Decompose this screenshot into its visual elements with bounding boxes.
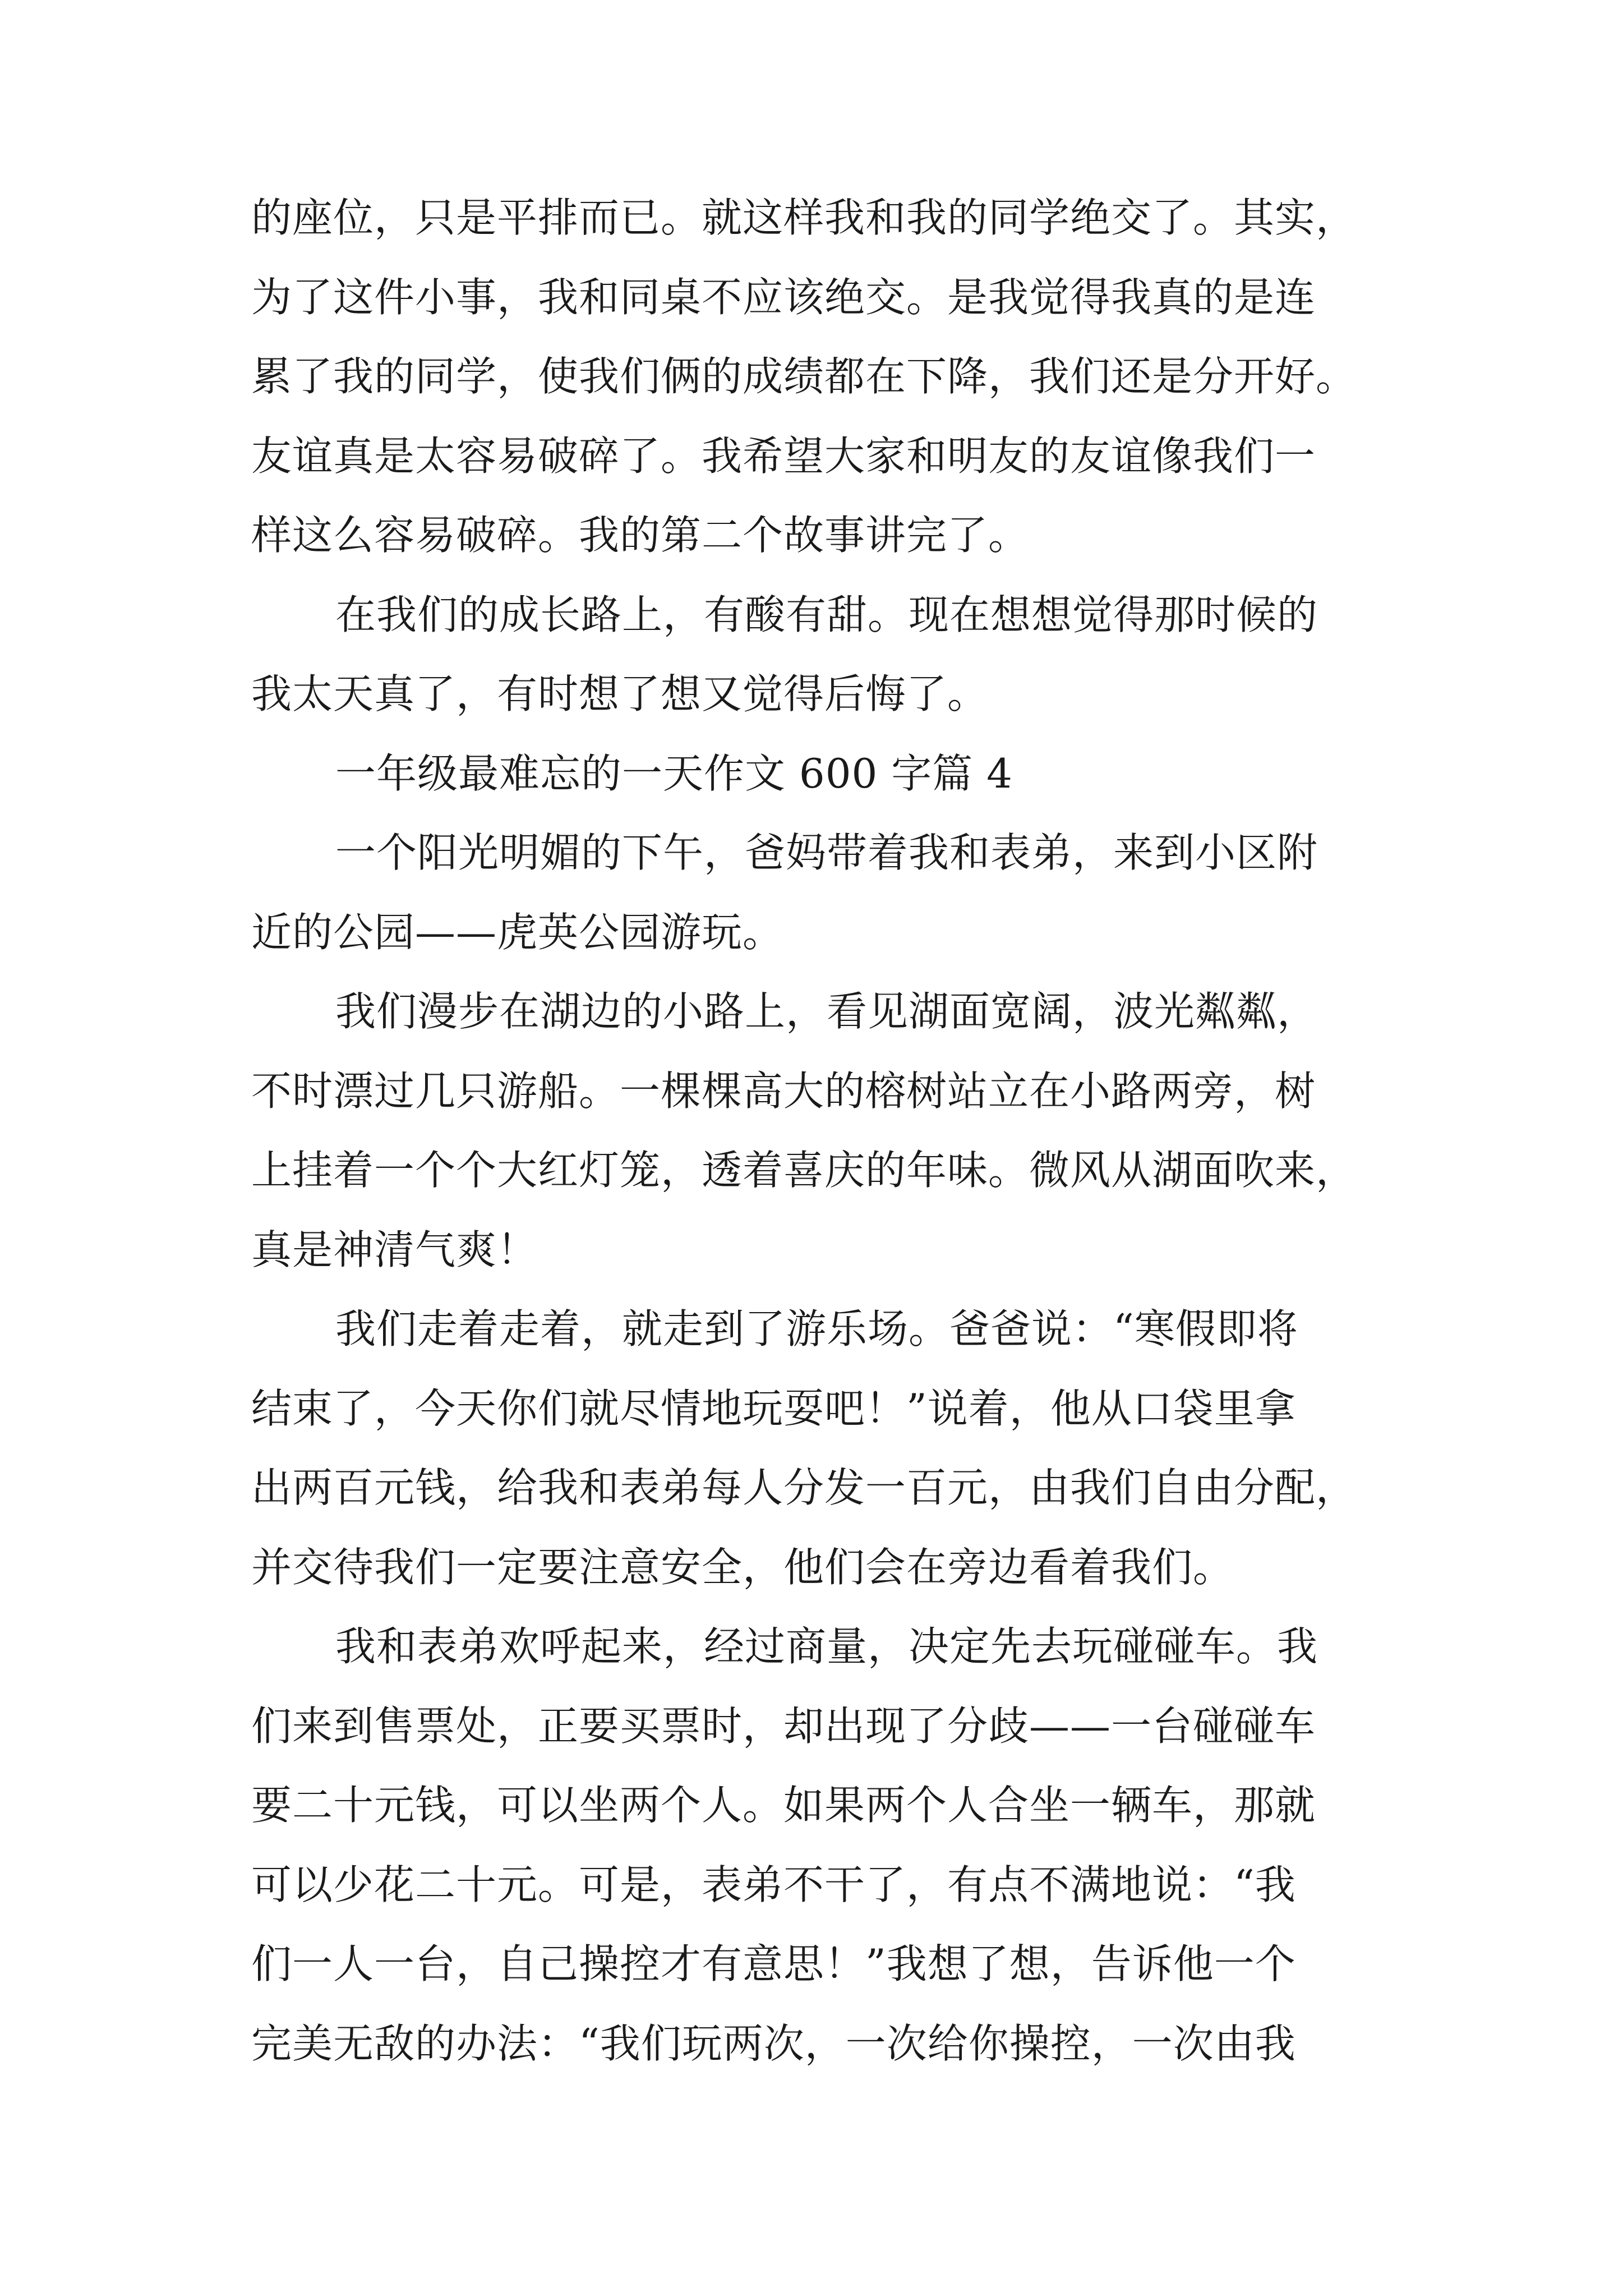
text-line: 并交待我们一定要注意安全，他们会在旁边看着我们。 (251, 1543, 1234, 1591)
text-line: 上挂着一个个大红灯笼，透着喜庆的年味。微风从湖面吹来， (251, 1147, 1357, 1194)
text-line: 真是神清气爽！ (251, 1226, 538, 1273)
text-line: 我们漫步在湖边的小路上，看见湖面宽阔，波光粼粼， (335, 988, 1318, 1035)
text-line: 结束了，今天你们就尽情地玩耍吧！”说着，他从口袋里拿 (251, 1384, 1296, 1432)
text-line: 在我们的成长路上，有酸有甜。现在想想觉得那时候的 (335, 591, 1318, 638)
text-line: 可以少花二十元。可是，表弟不干了，有点不满地说：“我 (251, 1861, 1296, 1908)
text-line: 不时漂过几只游船。一棵棵高大的榕树站立在小路两旁，树 (251, 1067, 1316, 1115)
section-heading: 一年级最难忘的一天作文 600 字篇 4 (335, 749, 1013, 797)
text-line: 友谊真是太容易破碎了。我希望大家和明友的友谊像我们一 (251, 432, 1316, 480)
text-line: 们一人一台，自己操控才有意思！”我想了想，告诉他一个 (251, 1940, 1296, 1987)
text-line: 样这么容易破碎。我的第二个故事讲完了。 (251, 512, 1030, 559)
text-line: 近的公园——虎英公园游玩。 (251, 908, 784, 956)
text-line: 的座位，只是平排而已。就这样我和我的同学绝交了。其实， (251, 194, 1357, 241)
document-body (251, 178, 1378, 2083)
text-line: 我们走着走着，就走到了游乐场。爸爸说：“寒假即将 (335, 1305, 1298, 1352)
text-line: 为了这件小事，我和同桌不应该绝交。是我觉得我真的是连 (251, 273, 1316, 321)
text-line: 们来到售票处，正要买票时，却出现了分歧——一台碰碰车 (251, 1702, 1316, 1750)
text-line: 出两百元钱，给我和表弟每人分发一百元，由我们自由分配， (251, 1464, 1357, 1511)
text-line: 我太天真了，有时想了想又觉得后悔了。 (251, 670, 989, 717)
text-line: 累了我的同学，使我们俩的成绩都在下降，我们还是分开好。 (251, 353, 1357, 400)
text-line: 我和表弟欢呼起来，经过商量，决定先去玩碰碰车。我 (335, 1623, 1318, 1670)
text-line: 要二十元钱，可以坐两个人。如果两个人合坐一辆车，那就 (251, 1782, 1316, 1829)
text-line: 完美无敌的办法：“我们玩两次，一次给你操控，一次由我 (251, 2019, 1296, 2067)
text-line: 一个阳光明媚的下午，爸妈带着我和表弟，来到小区附 (335, 829, 1318, 876)
